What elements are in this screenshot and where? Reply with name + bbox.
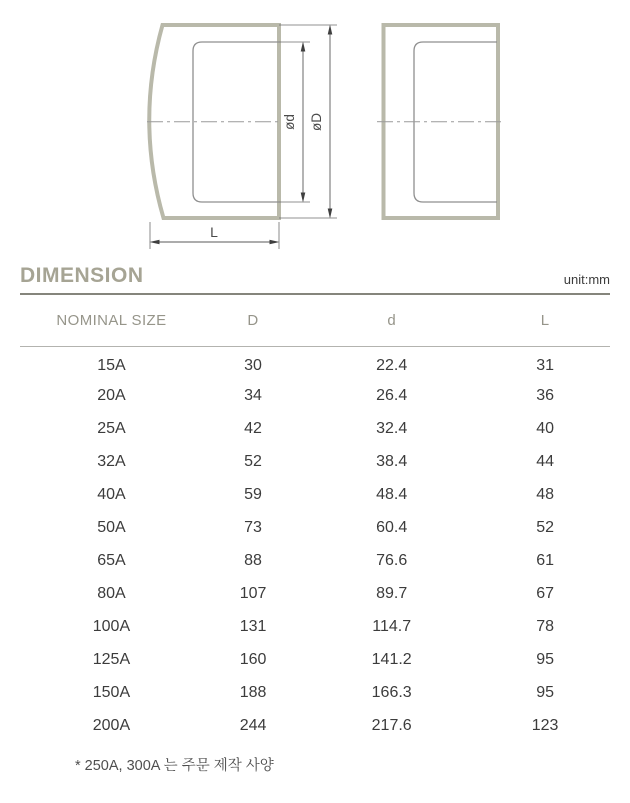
arrow-down-icon [301, 193, 306, 203]
cell-outer-diameter: 34 [244, 386, 262, 404]
column-header-inner-diameter: d [303, 295, 480, 346]
cell-inner-diameter: 141.2 [371, 650, 412, 668]
cell-nominal-size: 20A [97, 386, 126, 404]
cell-nominal-size: 100A [92, 617, 131, 635]
cell-length: 61 [536, 551, 554, 569]
arrow-left-icon [150, 240, 160, 245]
cell-inner-diameter: 217.6 [371, 716, 412, 734]
outer-diameter-label: øD [309, 113, 324, 131]
table-row [20, 445, 610, 478]
cell-outer-diameter: 30 [244, 356, 262, 374]
cell-length: 95 [536, 683, 554, 701]
column-header-nominal-size: NOMINAL SIZE [20, 295, 203, 346]
cell-length: 31 [536, 356, 554, 374]
table-row [20, 511, 610, 544]
cell-nominal-size: 25A [97, 419, 126, 437]
unit-label: unit:mm [563, 272, 610, 287]
cell-outer-diameter: 107 [239, 584, 267, 602]
cell-outer-diameter: 188 [239, 683, 267, 701]
cap-drawing-svg [0, 0, 630, 262]
cell-outer-diameter: 131 [239, 617, 267, 635]
cell-nominal-size: 125A [92, 650, 131, 668]
section-header [20, 262, 610, 288]
cell-outer-diameter: 52 [244, 452, 262, 470]
technical-drawing [0, 0, 630, 262]
cell-length: 40 [536, 419, 554, 437]
cell-length: 67 [536, 584, 554, 602]
cap-side-view [147, 25, 279, 218]
cell-outer-diameter: 59 [244, 485, 262, 503]
section-title: DIMENSION [20, 264, 144, 287]
dimension-table [20, 295, 610, 742]
cap-front-view [377, 25, 504, 218]
cell-nominal-size: 65A [97, 551, 126, 569]
cell-nominal-size: 80A [97, 584, 126, 602]
table-row [20, 346, 610, 379]
outer-diameter-dimension [309, 25, 332, 219]
table-header-row [20, 295, 610, 346]
cell-length: 44 [536, 452, 554, 470]
cell-inner-diameter: 22.4 [376, 356, 408, 374]
cell-length: 95 [536, 650, 554, 668]
cell-length: 48 [536, 485, 554, 503]
cell-nominal-size: 150A [92, 683, 131, 701]
cell-length: 123 [531, 716, 559, 734]
table-row [20, 610, 610, 643]
table-row [20, 412, 610, 445]
cell-length: 36 [536, 386, 554, 404]
table-row [20, 478, 610, 511]
arrow-down-icon [328, 209, 333, 219]
table-row [20, 676, 610, 709]
cell-nominal-size: 40A [97, 485, 126, 503]
cell-nominal-size: 15A [97, 356, 126, 374]
cell-inner-diameter: 76.6 [376, 551, 408, 569]
arrow-right-icon [270, 240, 280, 245]
inner-diameter-dimension [282, 42, 305, 203]
cell-inner-diameter: 48.4 [376, 485, 408, 503]
cell-nominal-size: 200A [92, 716, 131, 734]
length-dimension [150, 224, 280, 244]
cell-length: 52 [536, 518, 554, 536]
length-label: L [210, 224, 218, 240]
cell-inner-diameter: 38.4 [376, 452, 408, 470]
column-header-length: L [480, 295, 610, 346]
cell-outer-diameter: 88 [244, 551, 262, 569]
table-row [20, 643, 610, 676]
cell-outer-diameter: 42 [244, 419, 262, 437]
table-row [20, 544, 610, 577]
cell-inner-diameter: 60.4 [376, 518, 408, 536]
column-header-outer-diameter: D [203, 295, 303, 346]
table-row [20, 577, 610, 610]
cell-length: 78 [536, 617, 554, 635]
cell-nominal-size: 32A [97, 452, 126, 470]
cell-outer-diameter: 73 [244, 518, 262, 536]
cell-inner-diameter: 114.7 [372, 617, 412, 635]
cell-inner-diameter: 32.4 [376, 419, 408, 437]
inner-diameter-label: ød [282, 114, 297, 130]
cell-nominal-size: 50A [97, 518, 126, 536]
cell-outer-diameter: 160 [239, 650, 267, 668]
cell-outer-diameter: 244 [239, 716, 267, 734]
cell-inner-diameter: 26.4 [376, 386, 408, 404]
table-row [20, 709, 610, 742]
arrow-up-icon [328, 25, 333, 35]
arrow-up-icon [301, 42, 306, 52]
cell-inner-diameter: 89.7 [376, 584, 408, 602]
table-body [20, 346, 610, 742]
footnote: * 250A, 300A 는 주문 제작 사양 [75, 758, 274, 774]
cell-inner-diameter: 166.3 [371, 683, 412, 701]
table-row [20, 379, 610, 412]
